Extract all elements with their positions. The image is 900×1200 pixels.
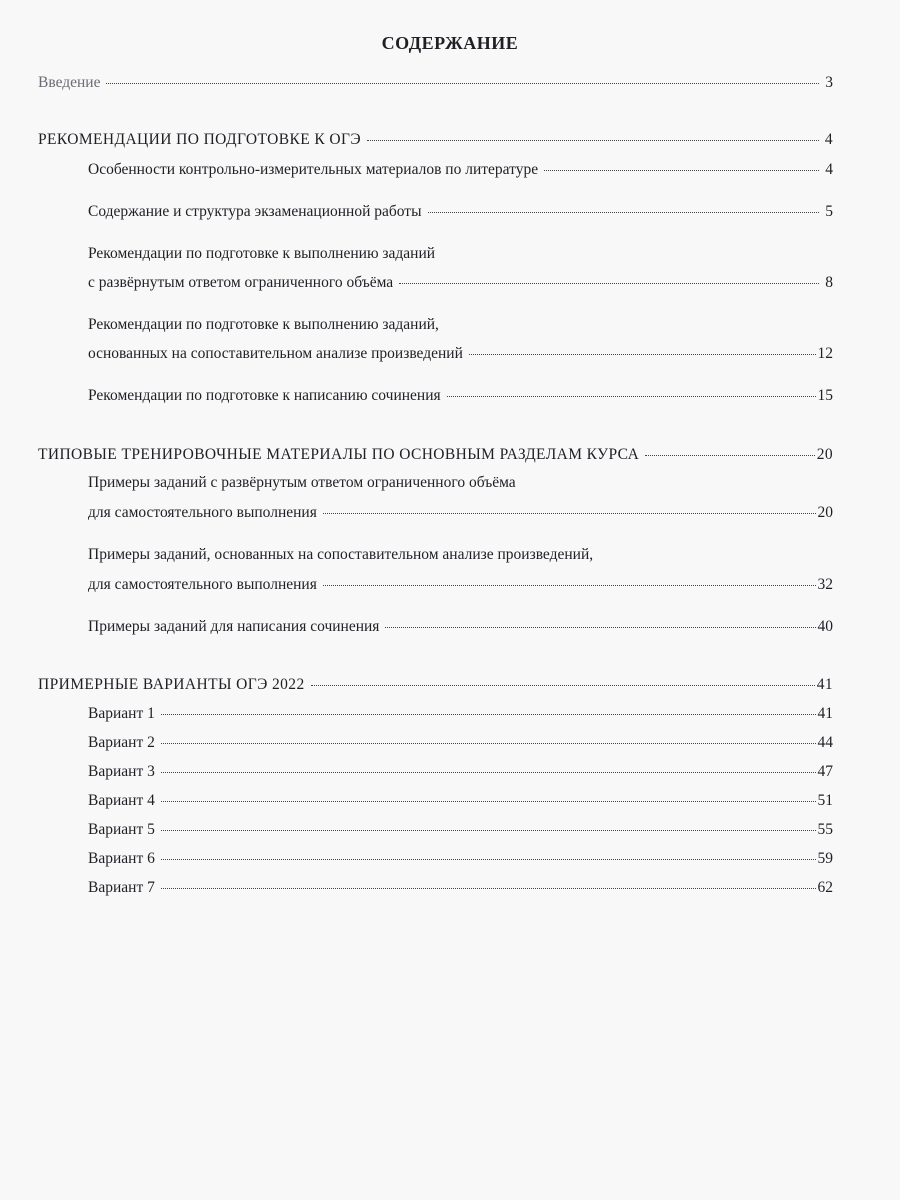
- dot-leader: [161, 743, 816, 744]
- toc-page-number: 44: [817, 734, 833, 751]
- toc-entry-limited-answer-examples[interactable]: [88, 504, 833, 522]
- toc-entry-label: Особенности контрольно-измерительных материалов по литературе: [88, 161, 539, 178]
- dot-leader: [367, 140, 819, 141]
- toc-page-number: 20: [817, 504, 833, 521]
- toc-entry-label: ПРИМЕРНЫЕ ВАРИАНТЫ ОГЭ 2022: [38, 676, 305, 693]
- dot-leader: [469, 354, 816, 355]
- toc-page-number: 55: [817, 821, 833, 838]
- toc-entry-label: Вариант 3: [88, 763, 155, 780]
- toc-page-number: 59: [817, 850, 833, 867]
- toc-entry-label: Вариант 6: [88, 850, 155, 867]
- toc-entry-variant-4[interactable]: [88, 792, 833, 810]
- dot-leader: [106, 83, 819, 84]
- toc-page-number: 41: [817, 705, 833, 722]
- toc-entry-essay-examples[interactable]: [88, 618, 833, 636]
- dot-leader: [323, 513, 816, 514]
- toc-entry-label: Вариант 7: [88, 879, 155, 896]
- dot-leader: [161, 801, 816, 802]
- toc-entry-exam-structure[interactable]: [88, 203, 833, 221]
- toc-entry-label: РЕКОМЕНДАЦИИ ПО ПОДГОТОВКЕ К ОГЭ: [38, 131, 361, 148]
- toc-entry-label: Вариант 2: [88, 734, 155, 751]
- toc-page-number: 62: [817, 879, 833, 896]
- dot-leader: [161, 859, 816, 860]
- toc-entry-label: ТИПОВЫЕ ТРЕНИРОВОЧНЫЕ МАТЕРИАЛЫ ПО ОСНОВНЫМ РАЗДЕЛАМ КУРСА: [38, 446, 640, 463]
- toc-entry-limited-answer[interactable]: [88, 274, 833, 292]
- toc-page-number: 8: [825, 274, 833, 291]
- dot-leader: [385, 627, 815, 628]
- dot-leader: [161, 772, 816, 773]
- toc-entry-essay-writing[interactable]: [88, 387, 833, 405]
- toc-page-number: 5: [825, 203, 833, 220]
- toc-page-number: 51: [817, 792, 833, 809]
- toc-section-sample-variants[interactable]: [38, 676, 833, 694]
- toc-entry-variant-3[interactable]: [88, 763, 833, 781]
- toc-entry-label: Примеры заданий для написания сочинения: [88, 618, 380, 635]
- toc-entry-label-line1: Рекомендации по подготовке к выполнению заданий: [88, 245, 436, 262]
- dot-leader: [161, 830, 816, 831]
- toc-entry-label: Вариант 4: [88, 792, 155, 809]
- toc-entry-variant-1[interactable]: [88, 705, 833, 723]
- page-title: СОДЕРЖАНИЕ: [381, 33, 519, 53]
- toc-entry-label: Введение: [38, 74, 101, 91]
- toc-entry-variant-5[interactable]: [88, 821, 833, 839]
- dot-leader: [323, 585, 816, 586]
- toc-section-training-materials[interactable]: [38, 446, 833, 464]
- dot-leader: [544, 170, 819, 171]
- toc-entry-label: Вариант 5: [88, 821, 155, 838]
- toc-entry-label-line1: Примеры заданий с развёрнутым ответом ограниченного объёма: [88, 474, 516, 491]
- toc-page-number: 32: [817, 576, 833, 593]
- toc-entry-label: для самостоятельного выполнения: [88, 576, 317, 593]
- toc-page-number: 15: [817, 387, 833, 404]
- dot-leader: [645, 455, 814, 456]
- toc-page-number: 20: [816, 446, 833, 463]
- toc-entry-label: для самостоятельного выполнения: [88, 504, 317, 521]
- toc-entry-label: с развёрнутым ответом ограниченного объёма: [88, 274, 394, 291]
- toc-page-number: 4: [825, 161, 833, 178]
- dot-leader: [311, 685, 815, 686]
- toc-entry-label: Рекомендации по подготовке к написанию сочинения: [88, 387, 441, 404]
- dot-leader: [161, 714, 816, 715]
- toc-entry-label-line1: Примеры заданий, основанных на сопоставительном анализе произведений,: [88, 546, 594, 563]
- dot-leader: [399, 283, 819, 284]
- dot-leader: [447, 396, 816, 397]
- dot-leader: [161, 888, 816, 889]
- toc-entry-kim-features[interactable]: [88, 161, 833, 179]
- toc-entry-comparative-examples[interactable]: [88, 576, 833, 594]
- toc-entry-label: Вариант 1: [88, 705, 155, 722]
- toc-entry-introduction[interactable]: [38, 74, 833, 92]
- toc-page-number: 47: [817, 763, 833, 780]
- toc-entry-variant-7[interactable]: [88, 879, 833, 897]
- toc-page-number: 41: [816, 676, 833, 693]
- toc-entry-variant-6[interactable]: [88, 850, 833, 868]
- toc-entry-label: Содержание и структура экзаменационной работы: [88, 203, 422, 220]
- toc-entry-variant-2[interactable]: [88, 734, 833, 752]
- toc-entry-comparative-analysis[interactable]: [88, 345, 833, 363]
- toc-entry-label-line1: Рекомендации по подготовке к выполнению заданий,: [88, 316, 439, 333]
- toc-page-number: 4: [824, 131, 833, 148]
- toc-page-number: 12: [817, 345, 833, 362]
- toc-section-recommendations[interactable]: [38, 131, 833, 149]
- toc-entry-label: основанных на сопоставительном анализе произведений: [88, 345, 463, 362]
- dot-leader: [428, 212, 820, 213]
- toc-page-number: 40: [817, 618, 833, 635]
- toc-page-number: 3: [825, 74, 833, 91]
